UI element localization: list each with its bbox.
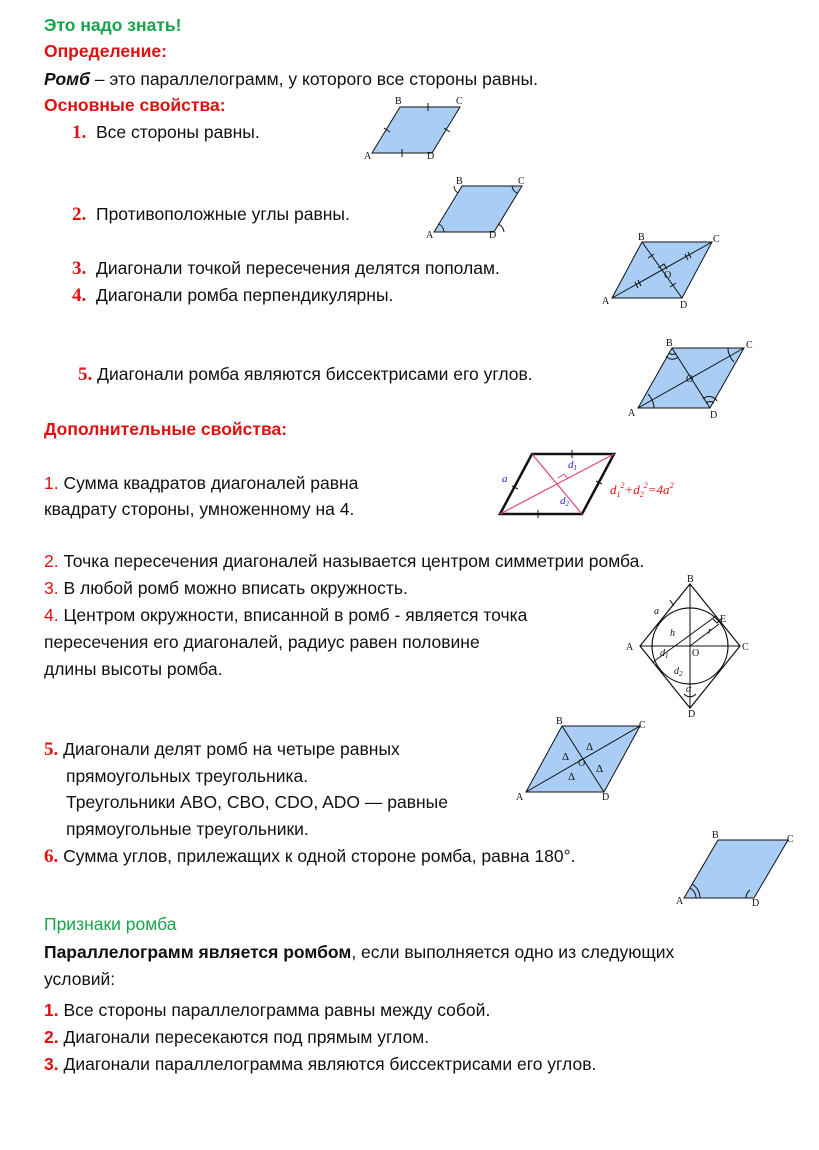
extra-item-5-line-1: 5. Диагонали делят ромб на четыре равных	[44, 739, 400, 760]
extra-item-3: 3. В любой ромб можно вписать окружность.	[44, 578, 408, 598]
extra-item-4-line-1: 4. Центром окружности, вписанной в ромб - является точка	[44, 605, 528, 625]
svg-text:B: B	[395, 96, 402, 107]
svg-text:E: E	[720, 614, 727, 625]
extra-item-5-line-4: прямоугольные треугольники.	[66, 819, 309, 839]
svg-text:B: B	[638, 232, 645, 243]
main-properties-title: Основные свойства:	[44, 95, 226, 115]
svg-text:O: O	[664, 270, 672, 281]
svg-text:D: D	[688, 709, 696, 720]
svg-text:α: α	[686, 684, 692, 695]
extra-item-4-line-2: пересечения его диагоналей, радиус равен половине	[44, 632, 480, 652]
svg-text:C: C	[787, 834, 794, 845]
need-to-know-heading: Это надо знать!	[44, 15, 182, 35]
extra-item-5-line-2: прямоугольных треугольника.	[66, 766, 309, 786]
svg-text:D: D	[602, 792, 610, 803]
svg-text:D: D	[680, 300, 688, 311]
svg-text:B: B	[666, 338, 673, 349]
main-property-4: 4. Диагонали ромба перпендикулярны.	[72, 285, 394, 306]
extra-item-5-line-3: Треугольники ABO, CBO, CDO, ADO — равные	[66, 792, 448, 812]
extra-properties-title: Дополнительные свойства:	[44, 419, 288, 439]
svg-text:D: D	[427, 151, 435, 162]
extra-item-4-line-3: длины высоты ромба.	[44, 659, 223, 679]
rhombus-figure-equal-sides	[362, 95, 472, 165]
svg-text:Δ: Δ	[586, 741, 594, 753]
svg-text:Δ: Δ	[568, 771, 576, 783]
signs-intro-line-1: Параллелограмм является ромбом, если выполняется одно из следующих	[44, 942, 675, 962]
definition-text	[44, 68, 538, 90]
rhombus-figure-diagonals	[600, 232, 730, 312]
sign-item-3: 3. Диагонали параллелограмма являются биссектрисами его углов.	[44, 1054, 597, 1074]
svg-text:O: O	[686, 374, 694, 385]
svg-text:h: h	[670, 628, 675, 639]
svg-text:C: C	[639, 720, 646, 731]
definition-body: – это параллелограмм, у которого все стороны равны.	[89, 69, 538, 89]
svg-text:B: B	[712, 830, 719, 841]
svg-text:A: A	[516, 792, 524, 803]
signs-title: Признаки ромба	[44, 914, 177, 934]
svg-text:Δ: Δ	[596, 763, 604, 775]
sign-item-2: 2. Диагонали пересекаются под прямым углом.	[44, 1027, 430, 1047]
svg-text:A: A	[628, 408, 636, 419]
rhombus-figure-bisectors	[626, 336, 758, 424]
svg-text:C: C	[518, 176, 525, 187]
svg-text:C: C	[742, 642, 749, 653]
rhombus-figure-sum-of-squares	[494, 448, 706, 522]
svg-text:O: O	[578, 758, 586, 769]
rhombus-figure-inscribed-circle	[620, 574, 760, 720]
signs-intro-line-2: условий:	[44, 969, 116, 989]
sign-item-1: 1. Все стороны параллелограмма равны между собой.	[44, 1000, 491, 1020]
svg-text:Δ: Δ	[562, 751, 570, 763]
svg-text:B: B	[687, 574, 694, 585]
rhombus-figure-adjacent-angles	[674, 828, 804, 908]
svg-text:B: B	[456, 176, 463, 187]
svg-text:a: a	[654, 606, 659, 617]
svg-text:C: C	[713, 234, 720, 245]
svg-text:d1: $d_1$	[660, 648, 669, 660]
definition-title: Определение:	[44, 41, 167, 61]
main-property-1: 1. Все стороны равны.	[72, 122, 260, 143]
sum-of-squares-formula: $d_1^2+d_2^2=4a^2$	[610, 481, 674, 499]
extra-item-1-line-2: квадрату стороны, умноженному на 4.	[44, 499, 355, 519]
svg-text:A: A	[602, 296, 610, 307]
extra-item-6: 6. Сумма углов, прилежащих к одной стороне ромба, равна 180°.	[44, 846, 576, 867]
svg-text:d2: d2	[560, 495, 569, 508]
main-property-2: 2. Противоположные углы равны.	[72, 204, 350, 225]
svg-text:r: r	[708, 626, 712, 637]
rhombus-figure-opposite-angles	[424, 176, 534, 242]
svg-text:A: A	[676, 896, 684, 907]
svg-text:d2: $d_2$	[674, 666, 683, 678]
svg-text:B: B	[556, 716, 563, 727]
extra-item-2: 2. Точка пересечения диагоналей называется центром симметрии ромба.	[44, 551, 645, 571]
svg-text:a: a	[502, 473, 508, 485]
svg-text:A: A	[426, 230, 434, 241]
svg-text:D: D	[752, 898, 760, 909]
definition-term: Ромб	[44, 69, 90, 89]
main-property-5: 5. Диагонали ромба являются биссектрисами его углов.	[78, 364, 533, 385]
svg-text:d1: d1	[568, 459, 577, 472]
extra-item-1-line-1: 1. Сумма квадратов диагоналей равна	[44, 473, 359, 493]
svg-text:O: O	[692, 648, 700, 659]
svg-text:A: A	[626, 642, 634, 653]
svg-text:C: C	[746, 340, 753, 351]
rhombus-figure-four-triangles	[512, 714, 652, 806]
main-property-3: 3. Диагонали точкой пересечения делятся пополам.	[72, 258, 500, 279]
svg-text:D: D	[489, 230, 497, 241]
svg-text:A: A	[364, 151, 372, 162]
svg-text:C: C	[456, 96, 463, 107]
svg-text:D: D	[710, 410, 718, 421]
